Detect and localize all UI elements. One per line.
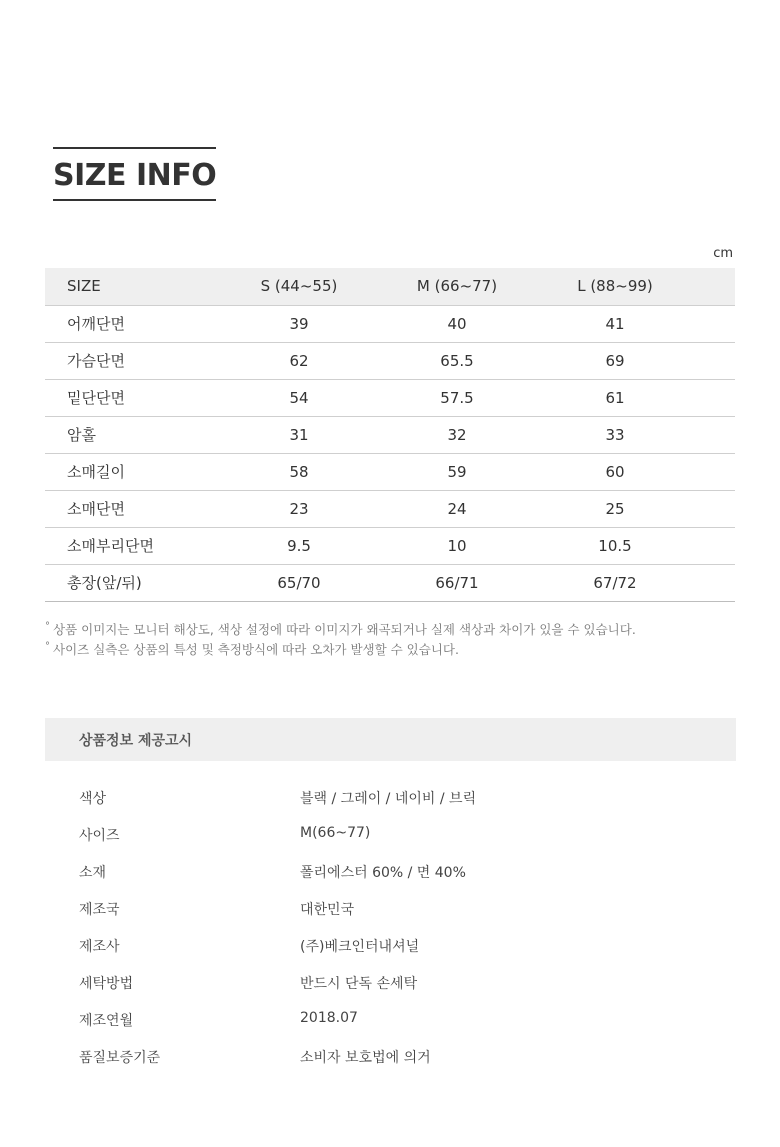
table-row <box>45 379 735 416</box>
note-item <box>45 620 745 640</box>
page-title: SIZE INFO <box>53 158 217 193</box>
cell-s: 39 <box>220 305 378 342</box>
cell-l: 25 <box>536 490 694 527</box>
info-value: (주)베크인터내셔널 <box>300 939 420 955</box>
cell-l: 10.5 <box>536 527 694 564</box>
cell-s: 58 <box>220 453 378 490</box>
info-row <box>79 899 719 936</box>
cell-m: 40 <box>378 305 536 342</box>
table-row <box>45 564 735 601</box>
header-m: M (66~77) <box>378 268 536 305</box>
info-row <box>79 936 719 973</box>
info-value: 2018.07 <box>300 1010 358 1026</box>
info-row <box>79 862 719 899</box>
unit-label: cm <box>713 246 733 261</box>
info-key: 제조연월 <box>79 1013 134 1029</box>
cell-s: 31 <box>220 416 378 453</box>
info-value: M(66~77) <box>300 825 371 841</box>
info-key: 소재 <box>79 865 107 881</box>
row-label: 가슴단면 <box>45 342 220 379</box>
info-row <box>79 825 719 862</box>
cell-s: 65/70 <box>220 564 378 601</box>
note-text: 사이즈 실측은 상품의 특성 및 측정방식에 따라 오차가 발생할 수 있습니다. <box>53 642 459 657</box>
cell-m: 10 <box>378 527 536 564</box>
table-row <box>45 305 735 342</box>
cell-l: 67/72 <box>536 564 694 601</box>
product-info-list <box>79 788 719 1084</box>
table-row <box>45 453 735 490</box>
info-key: 제조사 <box>79 939 120 955</box>
cell-l: 33 <box>536 416 694 453</box>
info-row <box>79 788 719 825</box>
info-row <box>79 1047 719 1084</box>
info-key: 사이즈 <box>79 828 120 844</box>
cell-l: 60 <box>536 453 694 490</box>
row-label: 총장(앞/뒤) <box>45 564 220 601</box>
cell-l: 41 <box>536 305 694 342</box>
info-value: 블랙 / 그레이 / 네이비 / 브릭 <box>300 791 477 807</box>
cell-m: 65.5 <box>378 342 536 379</box>
info-value: 소비자 보호법에 의거 <box>300 1050 431 1066</box>
info-row <box>79 1010 719 1047</box>
info-row <box>79 973 719 1010</box>
info-value: 반드시 단독 손세탁 <box>300 976 418 992</box>
header-size: SIZE <box>45 268 220 305</box>
cell-l: 69 <box>536 342 694 379</box>
info-value: 대한민국 <box>300 902 355 918</box>
product-info-header <box>45 718 736 761</box>
row-label: 소매단면 <box>45 490 220 527</box>
product-info-heading: 상품정보 제공고시 <box>79 733 193 749</box>
table-row <box>45 527 735 564</box>
note-text: 상품 이미지는 모니터 해상도, 색상 설정에 따라 이미지가 왜곡되거나 실제 색상과 차이가 있을 수 있습니다. <box>53 622 636 637</box>
info-key: 세탁방법 <box>79 976 134 992</box>
row-label: 어깨단면 <box>45 305 220 342</box>
cell-s: 9.5 <box>220 527 378 564</box>
cell-m: 32 <box>378 416 536 453</box>
info-key: 제조국 <box>79 902 120 918</box>
row-label: 소매길이 <box>45 453 220 490</box>
note-bullet: ° <box>45 621 50 632</box>
cell-m: 57.5 <box>378 379 536 416</box>
table-row <box>45 490 735 527</box>
size-info-title-box <box>53 147 216 201</box>
cell-s: 54 <box>220 379 378 416</box>
cell-s: 62 <box>220 342 378 379</box>
table-row <box>45 416 735 453</box>
cell-m: 66/71 <box>378 564 536 601</box>
note-bullet: ° <box>45 641 50 652</box>
header-s: S (44~55) <box>220 268 378 305</box>
header-l: L (88~99) <box>536 268 694 305</box>
cell-l: 61 <box>536 379 694 416</box>
table-row <box>45 342 735 379</box>
cell-s: 23 <box>220 490 378 527</box>
notes <box>45 620 745 660</box>
size-table-header-row <box>45 268 735 305</box>
info-key: 품질보증기준 <box>79 1050 161 1066</box>
header-spacer <box>694 268 735 305</box>
row-label: 밑단단면 <box>45 379 220 416</box>
info-key: 색상 <box>79 791 107 807</box>
info-value: 폴리에스터 60% / 면 40% <box>300 865 466 881</box>
row-label: 암홀 <box>45 416 220 453</box>
cell-m: 59 <box>378 453 536 490</box>
cell-m: 24 <box>378 490 536 527</box>
note-item <box>45 640 745 660</box>
row-label: 소매부리단면 <box>45 527 220 564</box>
size-table <box>45 268 735 602</box>
